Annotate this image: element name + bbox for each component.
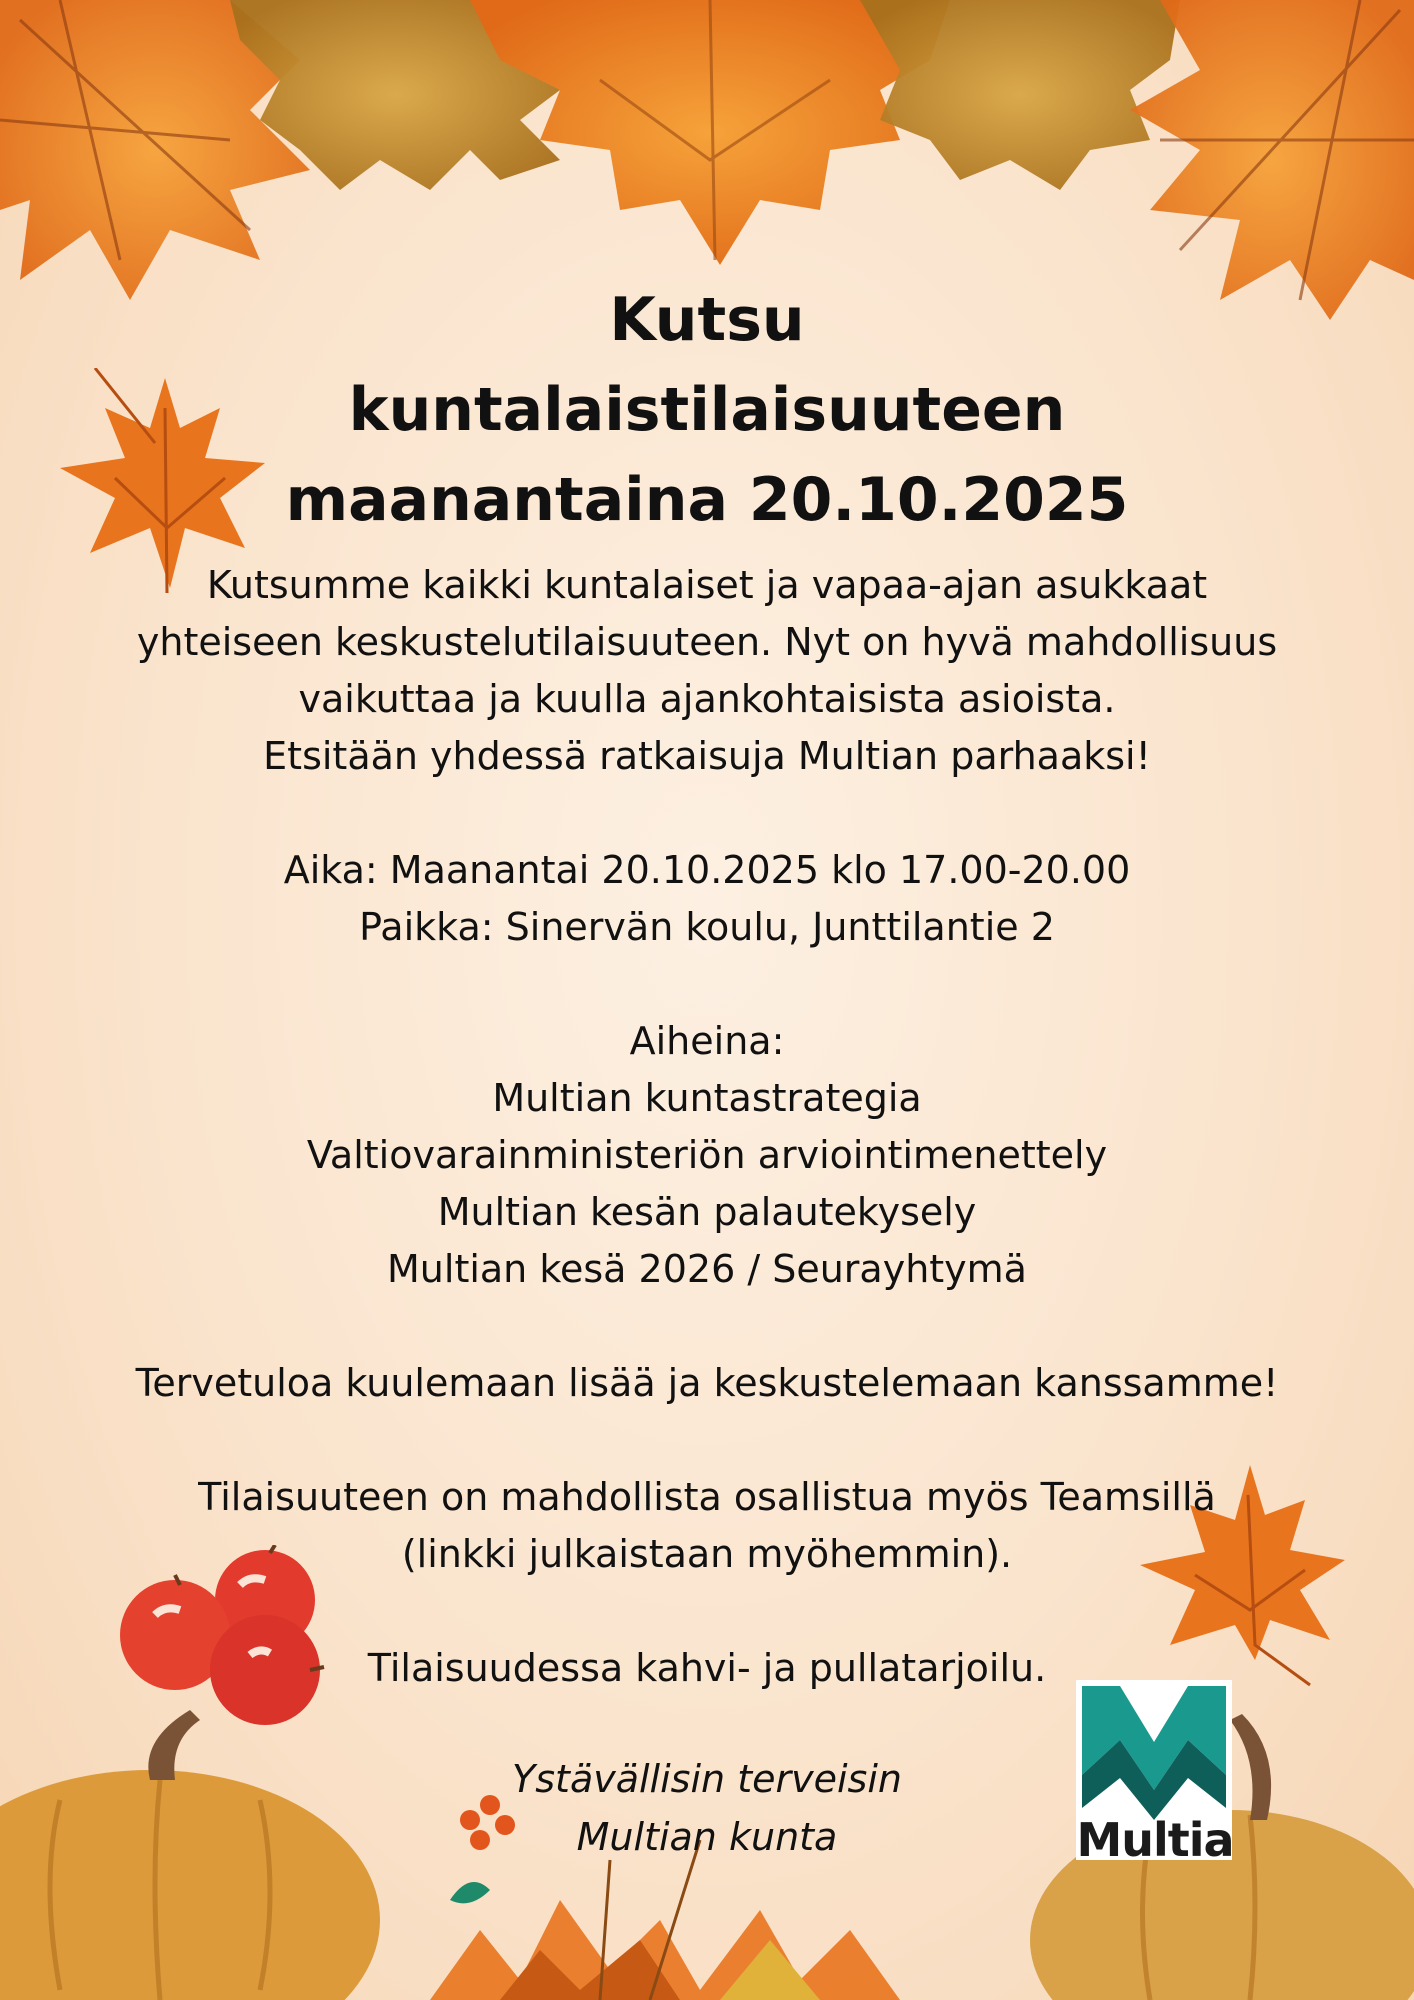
topic-item: Multian kesä 2026 / Seurayhtymä (387, 1247, 1027, 1291)
intro-line: yhteiseen keskustelutilaisuuteen. Nyt on hyvä mahdollisuus (136, 620, 1278, 664)
title-line: maanantaina 20.10.2025 (285, 465, 1129, 535)
teams-line: Tilaisuuteen on mahdollista osallistua myös Teamsillä (198, 1475, 1216, 1519)
title-line: Kutsu (609, 285, 805, 355)
event-place: Paikka: Sinervän koulu, Junttilantie 2 (359, 905, 1055, 949)
welcome-text: Tervetuloa kuulemaan lisää ja keskustelemaan kanssamme! (135, 1361, 1279, 1405)
topic-item: Valtiovarainministeriön arviointimenettely (306, 1133, 1108, 1177)
topics-heading: Aiheina: (629, 1019, 785, 1063)
signature-sender: Multian kunta (576, 1815, 838, 1859)
intro-line: Kutsumme kaikki kuntalaiset ja vapaa-ajan asukkaat (206, 563, 1208, 607)
invitation-title (0, 275, 1414, 545)
topic-item: Multian kuntastrategia (492, 1076, 922, 1120)
event-time: Aika: Maanantai 20.10.2025 klo 17.00-20.00 (283, 848, 1131, 892)
teams-line: (linkki julkaistaan myöhemmin). (401, 1532, 1013, 1576)
invitation-body (0, 557, 1414, 1697)
intro-line: vaikuttaa ja kuulla ajankohtaisista asioista. (298, 677, 1116, 721)
multia-logo-text: Multia (1076, 1813, 1234, 1867)
intro-line: Etsitään yhdessä ratkaisuja Multian parhaaksi! (263, 734, 1151, 778)
refreshments-text: Tilaisuudessa kahvi- ja pullatarjoilu. (367, 1646, 1047, 1690)
title-line: kuntalaistilaisuuteen (348, 375, 1066, 445)
topic-item: Multian kesän palautekysely (437, 1190, 977, 1234)
signature-greeting: Ystävällisin terveisin (512, 1757, 902, 1801)
